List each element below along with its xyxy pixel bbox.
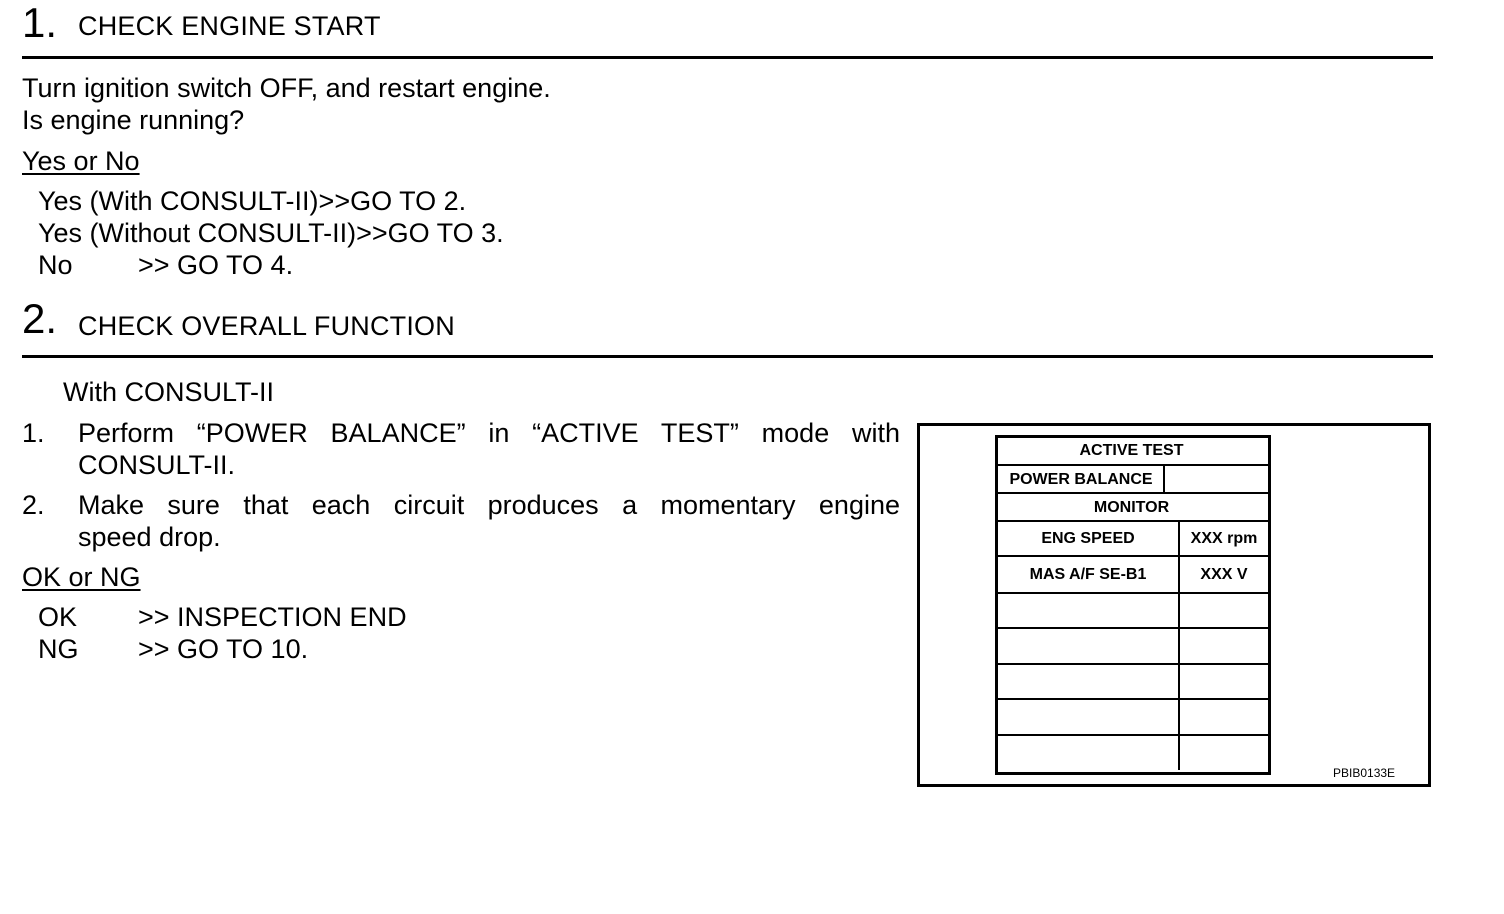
step-1-result-yes-no-consult	[38, 217, 504, 249]
step-2-item-2-number: 2.	[22, 490, 45, 520]
step-2-mode: With CONSULT-II	[63, 377, 275, 407]
monitor-item-value: XXX V	[1200, 566, 1248, 583]
step-2-divider	[22, 355, 1433, 358]
step-2-title: CHECK OVERALL FUNCTION	[78, 311, 455, 341]
step-2-item-2-line-1: Make sure that each circuit produces a momentary engine	[78, 490, 900, 520]
step-2-result-ng-key: NG	[38, 634, 79, 664]
active-test-header: ACTIVE TEST	[1079, 442, 1184, 459]
step-1-result-no-action: >> GO TO 4.	[138, 250, 294, 280]
result-key: Yes (Without CONSULT-II)	[38, 218, 357, 248]
step-1-result-heading: Yes or No	[22, 146, 140, 176]
monitor-item-name: MAS A/F SE-B1	[1029, 566, 1147, 583]
step-2-item-1-line-2: CONSULT-II.	[78, 450, 236, 480]
screen-divider	[995, 492, 1271, 494]
result-key: Yes (With CONSULT-II)	[38, 186, 319, 216]
step-1-result-no-key: No	[38, 250, 73, 280]
screen-divider	[995, 627, 1271, 629]
result-action: >>GO TO 2.	[318, 186, 467, 216]
screen-divider	[995, 698, 1271, 700]
step-2-result-ng-action: >> GO TO 10.	[138, 634, 309, 664]
screen-divider	[995, 464, 1271, 466]
screen-divider	[995, 663, 1271, 665]
step-2-item-2-line-2: speed drop.	[78, 522, 221, 552]
screen-column-divider	[1178, 520, 1180, 770]
step-2-result-heading: OK or NG	[22, 562, 141, 592]
step-1-divider	[22, 56, 1433, 59]
step-1-question: Is engine running?	[22, 105, 245, 135]
step-1-title: CHECK ENGINE START	[78, 11, 381, 41]
monitor-label: MONITOR	[1093, 499, 1170, 516]
result-action: >>GO TO 3.	[356, 218, 504, 248]
screen-divider	[995, 555, 1271, 557]
step-2-item-1-line-1: Perform “POWER BALANCE” in “ACTIVE TEST” mode with	[78, 418, 900, 448]
figure-id: PBIB0133E	[1333, 766, 1396, 780]
step-1-number: 1.	[22, 0, 58, 46]
monitor-item-value: XXX rpm	[1190, 530, 1258, 547]
step-2-number: 2.	[22, 295, 58, 342]
step-2-result-ok-key: OK	[38, 602, 78, 632]
step-1-result-yes-consult	[38, 185, 466, 217]
screen-divider	[995, 520, 1271, 522]
monitor-item-name: ENG SPEED	[1041, 530, 1135, 547]
power-balance-label: POWER BALANCE	[1009, 471, 1153, 488]
step-2-item-1-number: 1.	[22, 418, 45, 448]
step-2-result-ok-action: >> INSPECTION END	[138, 602, 407, 632]
screen-divider	[995, 734, 1271, 736]
step-1-instruction: Turn ignition switch OFF, and restart engine.	[22, 73, 551, 103]
screen-divider	[995, 592, 1271, 594]
